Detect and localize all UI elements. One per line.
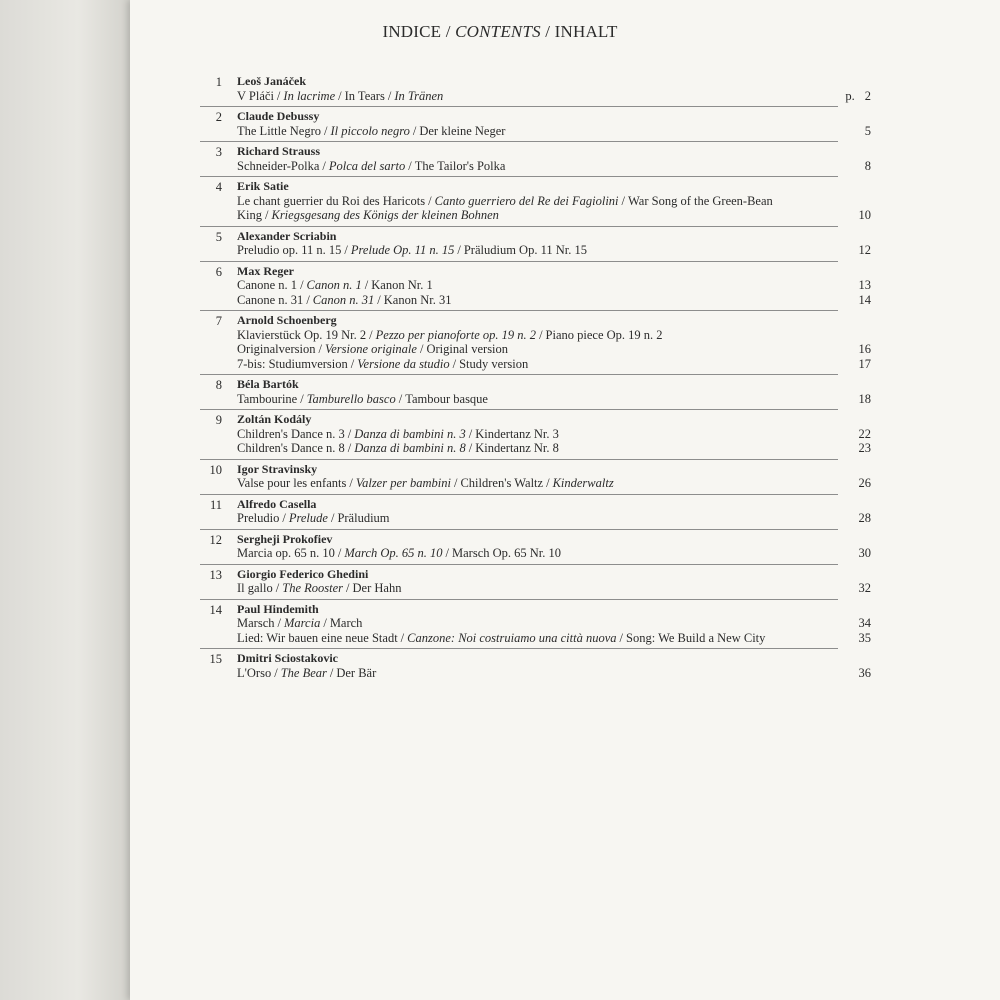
page-number: 35	[858, 630, 871, 645]
entry-number: 9	[215, 413, 222, 427]
title-text: Canone n. 31	[237, 292, 304, 307]
entry-content	[237, 410, 871, 459]
work-title: Marsch / Marcia / March 34	[237, 616, 871, 630]
page-number: 8	[864, 158, 871, 173]
page-number: p. 2	[845, 88, 871, 103]
work-title: Preludio / Prelude / Präludium 28	[237, 511, 871, 525]
work-title: Il gallo / The Rooster / Der Hahn 32	[237, 581, 871, 595]
work-title: Children's Dance n. 3 / Danza di bambini n. 3 / Kindertanz Nr. 3 22	[237, 426, 871, 441]
page-number: 17	[858, 356, 871, 371]
title-text: Tambourine	[237, 391, 298, 406]
work-title: Lied: Wir bauen eine neue Stadt / Canzone: Noi costruiamo una città nuova / Song: We Build a New City 35	[237, 630, 871, 645]
title-text: Der Hahn	[352, 581, 402, 595]
title-italian: Tamburello basco	[306, 391, 396, 406]
title-italian: Canon n. 1	[306, 278, 362, 292]
work-title: Preludio op. 11 n. 15 / Prelude Op. 11 n. 15 / Präludium Op. 11 Nr. 15 12	[237, 243, 871, 257]
toc-entry	[0, 565, 1000, 599]
page-number: 23	[858, 441, 871, 455]
title-italian: Polca del sarto	[328, 158, 406, 173]
page-number: 26	[858, 476, 871, 490]
title-text: Präludium Op. 11 Nr. 15	[463, 243, 587, 257]
toc-entry	[0, 600, 1000, 649]
title-text: Der Bär	[336, 665, 377, 680]
title-italian: Kinderwaltz	[552, 476, 614, 490]
entry-number: 1	[215, 75, 222, 89]
work-title: Valse pour les enfants / Valzer per bambini / Children's Waltz / Kinderwaltz 26	[237, 476, 871, 490]
page-number: 22	[858, 426, 871, 441]
title-text: In Tears	[344, 88, 385, 103]
work-title: V Pláči / In lacrime / In Tears / In Tränen p. 2	[237, 88, 871, 103]
entry-content	[237, 600, 871, 649]
entry-content	[237, 262, 871, 311]
entry-number: 10	[209, 462, 222, 477]
work-title: Children's Dance n. 8 / Danza di bambini n. 8 / Kindertanz Nr. 8 23	[237, 441, 871, 455]
title-text: Kindertanz Nr. 8	[475, 441, 559, 455]
title-italian: Danza di bambini n. 3	[354, 426, 466, 441]
title-text: Children's Waltz	[460, 476, 544, 490]
entry-content	[237, 565, 871, 599]
page-number: 14	[858, 292, 871, 307]
entry-content	[237, 311, 871, 374]
entry-content	[237, 375, 871, 409]
entry-number: 6	[215, 264, 222, 279]
entry-number: 2	[215, 110, 222, 124]
title-text: Marsch Op. 65 Nr. 10	[452, 546, 562, 560]
work-title: L'Orso / The Bear / Der Bär 36	[237, 665, 871, 680]
entry-number: 8	[215, 378, 222, 392]
toc-entry	[0, 649, 1000, 683]
title-italian: Prelude	[288, 511, 328, 525]
toc-entry	[0, 410, 1000, 459]
title-text: Der kleine Neger	[419, 123, 506, 138]
work-title: The Little Negro / Il piccolo negro / Der kleine Neger 5	[237, 123, 871, 138]
title-text: March	[329, 616, 363, 630]
title-italian: Versione originale	[324, 342, 417, 356]
toc-entry	[0, 495, 1000, 529]
title-text: V Pláči	[237, 88, 274, 103]
work-title: 7-bis: Studiumversion / Versione da studio / Study version 17	[237, 356, 871, 371]
title-text: Children's Dance n. 3	[237, 426, 345, 441]
title-inhalt: / INHALT	[545, 22, 618, 41]
entry-number: 3	[215, 145, 222, 159]
title-italian: March Op. 65 n. 10	[344, 546, 443, 560]
composer-name: Paul Hindemith	[237, 601, 319, 616]
title-text: Piano piece Op. 19 n. 2	[545, 327, 663, 342]
title-text: Kanon Nr. 1	[371, 278, 433, 292]
title-text: Klavierstück Op. 19 Nr. 2	[237, 327, 367, 342]
composer-name: Richard Strauss	[237, 144, 321, 158]
toc-entry	[0, 530, 1000, 564]
title-text: Song: We Build a New City	[626, 630, 766, 645]
entry-content	[237, 142, 871, 176]
title-text: The Tailor's Polka	[414, 158, 506, 173]
work-title: Klavierstück Op. 19 Nr. 2 / Pezzo per pianoforte op. 19 n. 2 / Piano piece Op. 19 n. 2	[237, 327, 663, 342]
toc-entry	[0, 262, 1000, 311]
page-number: 18	[858, 391, 871, 406]
entry-number: 15	[209, 652, 222, 666]
title-italian: Valzer per bambini	[355, 476, 451, 490]
title-text: Canone n. 1	[237, 278, 298, 292]
composer-name: Alexander Scriabin	[237, 228, 337, 243]
entry-content	[237, 227, 871, 261]
page-number: 16	[858, 342, 871, 356]
title-text: 7-bis: Studiumversion	[237, 356, 348, 371]
title-text: Study version	[459, 356, 529, 371]
composer-name: Béla Bartók	[237, 377, 299, 391]
title-italian: Canto guerriero del Re dei Fagiolini	[434, 193, 619, 208]
entry-number: 5	[215, 229, 222, 244]
toc-entry	[0, 311, 1000, 374]
composer-name: Claude Debussy	[237, 109, 320, 123]
work-title: Originalversion / Versione originale / Original version 16	[237, 342, 871, 356]
page-number: 34	[858, 616, 871, 630]
title-text: Preludio	[237, 511, 280, 525]
title-text: Marsch	[237, 616, 275, 630]
title-text: Tambour basque	[405, 391, 488, 406]
entry-content	[237, 72, 871, 106]
title-text: Marcia op. 65 n. 10	[237, 546, 335, 560]
title-text: Kindertanz Nr. 3	[475, 426, 559, 441]
toc-entry	[0, 142, 1000, 176]
composer-name: Alfredo Casella	[237, 496, 317, 511]
title-italian: Marcia	[283, 616, 321, 630]
title-italian: The Bear	[280, 665, 327, 680]
page-number: 36	[858, 665, 871, 680]
composer-name: Max Reger	[237, 263, 294, 278]
page-number: 12	[858, 243, 871, 257]
title-text: The Little Negro	[237, 123, 321, 138]
title-italian: Il piccolo negro	[330, 123, 410, 138]
work-title: Marcia op. 65 n. 10 / March Op. 65 n. 10 / Marsch Op. 65 Nr. 10 30	[237, 546, 871, 560]
page-number: 13	[858, 278, 871, 292]
title-text: Il gallo	[237, 581, 273, 595]
title-text: Valse pour les enfants	[237, 476, 347, 490]
title-text: Preludio op. 11 n. 15	[237, 243, 342, 257]
toc-entry	[0, 72, 1000, 106]
entry-content	[237, 495, 871, 529]
title-italian: In Tränen	[394, 88, 444, 103]
title-text: Original version	[426, 342, 509, 356]
toc-entry	[0, 177, 1000, 226]
entry-number: 14	[209, 602, 222, 617]
work-title: Tambourine / Tamburello basco / Tambour basque 18	[237, 391, 871, 406]
title-text: War Song of the Green-Bean King	[237, 193, 773, 222]
title-text: L'Orso	[237, 665, 272, 680]
entry-number: 7	[215, 314, 222, 328]
page-number: 28	[858, 511, 871, 525]
entry-number: 11	[209, 497, 222, 512]
work-title: Canone n. 1 / Canon n. 1 / Kanon Nr. 1 13	[237, 278, 871, 292]
work-title: Schneider-Polka / Polca del sarto / The Tailor's Polka 8	[237, 158, 871, 173]
page-number: 10	[858, 208, 871, 222]
entry-content	[237, 649, 871, 683]
title-text: Präludium	[337, 511, 390, 525]
title-text: Children's Dance n. 8	[237, 441, 345, 455]
title-contents: CONTENTS	[455, 22, 541, 41]
title-indice: INDICE /	[382, 22, 451, 41]
composer-name: Zoltán Kodály	[237, 412, 312, 426]
work-title: Le chant guerrier du Roi des Haricots / Canto guerriero del Re dei Fagiolini / War Song of the Green-Bean King / Kriegsgesang des Königs der kleinen Bohnen 10	[237, 193, 871, 222]
page-number: 5	[864, 123, 871, 138]
composer-name: Dmitri Sciostakovic	[237, 651, 338, 665]
toc-entry	[0, 107, 1000, 141]
toc-entry	[0, 375, 1000, 409]
composer-name: Leoš Janáček	[237, 74, 306, 88]
title-italian: Canzone: Noi costruiamo una città nuova	[407, 630, 617, 645]
composer-name: Igor Stravinsky	[237, 461, 318, 476]
entry-content	[237, 107, 871, 141]
toc-entry	[0, 227, 1000, 261]
composer-name: Sergheji Prokofiev	[237, 531, 333, 546]
title-text: Le chant guerrier du Roi des Haricots	[237, 193, 426, 208]
title-text: Schneider-Polka	[237, 158, 320, 173]
title-italian: Danza di bambini n. 8	[354, 441, 466, 455]
title-italian: Canon n. 31	[312, 292, 375, 307]
title-text: Kanon Nr. 31	[383, 292, 452, 307]
entry-content	[237, 460, 871, 494]
entry-number: 13	[209, 567, 222, 582]
title-text: Originalversion	[237, 342, 316, 356]
toc-entry	[0, 460, 1000, 494]
title-italian: Kriegsgesang des Königs der kleinen Bohnen	[271, 208, 499, 222]
composer-name: Arnold Schoenberg	[237, 313, 337, 327]
page-number: 32	[858, 581, 871, 595]
table-of-contents	[0, 72, 1000, 683]
composer-name: Erik Satie	[237, 179, 289, 193]
page-title	[0, 22, 1000, 42]
entry-content	[237, 530, 871, 564]
title-text: Lied: Wir bauen eine neue Stadt	[237, 630, 398, 645]
title-italian: The Rooster	[282, 581, 344, 595]
title-italian: Versione da studio	[357, 356, 450, 371]
entry-number: 4	[215, 180, 222, 194]
title-italian: Pezzo per pianoforte op. 19 n. 2	[375, 327, 537, 342]
page-number: 30	[858, 546, 871, 560]
entry-content	[237, 177, 871, 226]
title-italian: Prelude Op. 11 n. 15	[350, 243, 455, 257]
title-italian: In lacrime	[283, 88, 336, 103]
entry-number: 12	[209, 532, 222, 547]
work-title: Canone n. 31 / Canon n. 31 / Kanon Nr. 31 14	[237, 292, 871, 307]
composer-name: Giorgio Federico Ghedini	[237, 566, 369, 581]
